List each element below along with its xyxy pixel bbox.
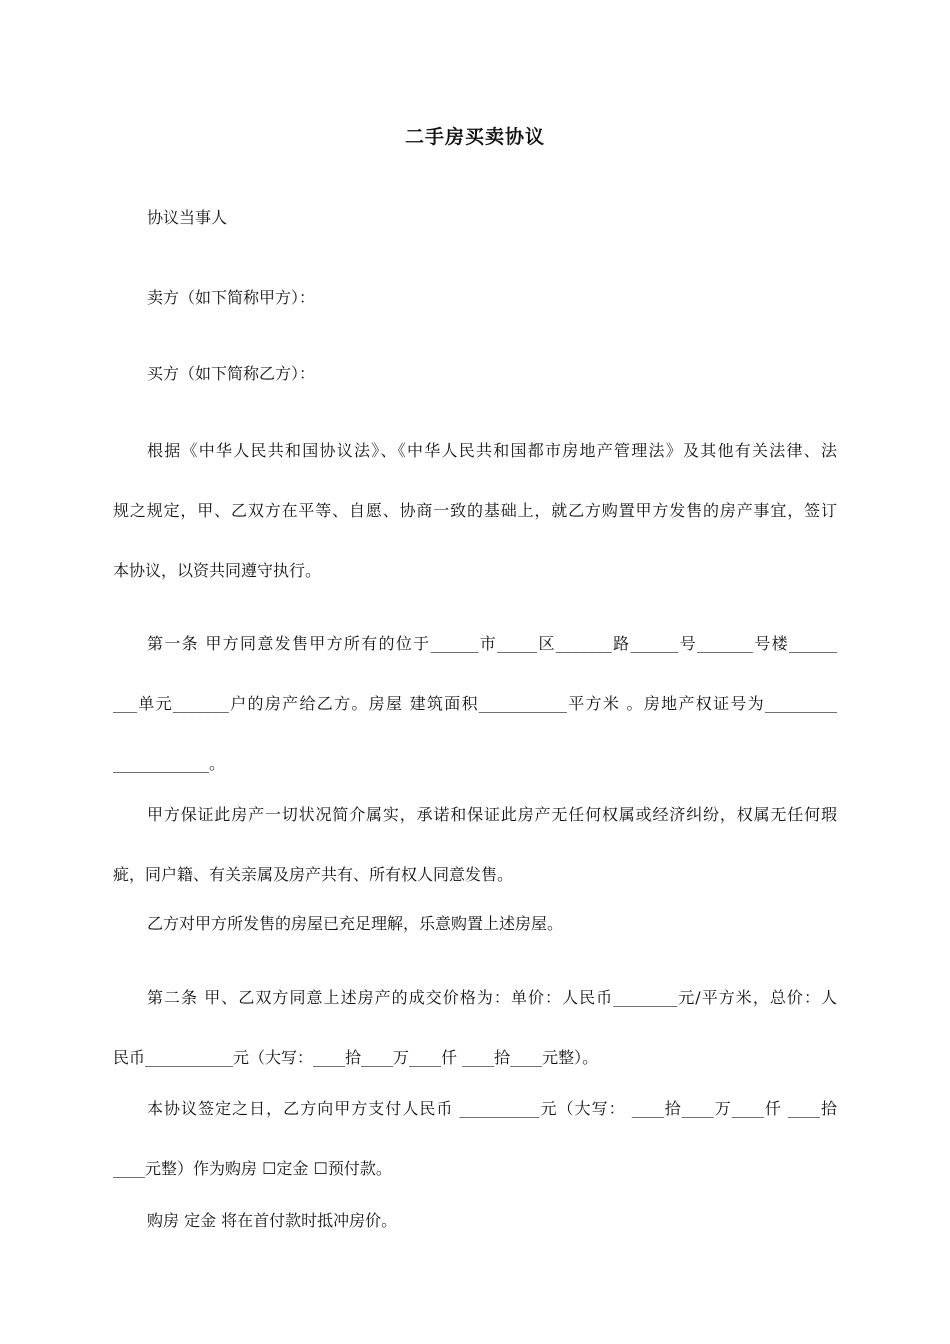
article1-line: 第一条 甲方同意发售甲方所有的位于______市_____区_______路______号_______号楼______	[147, 634, 837, 653]
guarantee-line: 疵，同户籍、有关亲属及房产共有、所有权人同意发售。	[113, 865, 514, 884]
preamble-line: 根据《中华人民共和国协议法》、《中华人民共和国都市房地产管理法》及其他有关法律、法	[147, 441, 837, 460]
buyer-understanding-line: 乙方对甲方所发售的房屋已充足理解，乐意购置上述房屋。	[147, 914, 564, 933]
parties-heading: 协议当事人	[147, 208, 228, 227]
preamble-line: 本协议，以资共同遵守执行。	[113, 561, 322, 580]
article2-line: 民币___________元（大写：____拾____万____仟 ____拾____元整）。	[113, 1048, 599, 1067]
seller-line: 卖方（如下简称甲方）：	[147, 288, 316, 307]
deposit-line: 本协议签定之日，乙方向甲方支付人民币 __________元（大写： ____拾____万____仟 ____拾	[147, 1099, 837, 1118]
article1-line: ___单元_______户的房产给乙方。房屋 建筑面积___________平方米 。房地产权证号为_________	[113, 694, 837, 713]
deposit-offset-line: 购房 定金 将在首付款时抵冲房价。	[147, 1211, 398, 1230]
deposit-line: ____元整）作为购房 ☐定金 ☐预付款。	[113, 1159, 392, 1178]
article2-line: 第二条 甲、乙双方同意上述房产的成交价格为：单价：人民币________元/平方米，总价：人	[147, 988, 837, 1007]
buyer-line: 买方（如下简称乙方）：	[147, 364, 316, 383]
document-title: 二手房买卖协议	[404, 126, 545, 148]
article1-line: ____________。	[113, 754, 226, 773]
preamble-line: 规之规定，甲、乙双方在平等、自愿、协商一致的基础上，就乙方购置甲方发售的房产事宜，签订	[113, 501, 837, 520]
guarantee-line: 甲方保证此房产一切状况简介属实，承诺和保证此房产无任何权属或经济纠纷，权属无任何瑕	[147, 805, 837, 824]
